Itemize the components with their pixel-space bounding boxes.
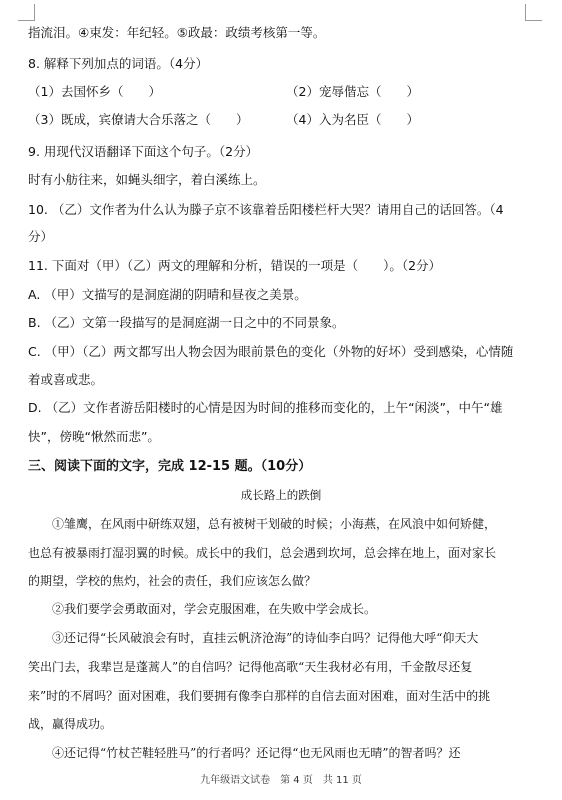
option-d: D. （乙）文作者游岳阳楼时的心情是因为时间的推移而变化的，上午“闲淡”，中午“雄 bbox=[28, 400, 503, 415]
option-c: C. （甲）（乙）两文都写出人物会因为眼前景色的变化（外物的好坏）受到感染，心情随 bbox=[28, 344, 514, 359]
essay-paragraph-line: ①雏鹰，在风雨中研练双翅，总有被树干划破的时候；小海燕，在风浪中如何矫健， bbox=[28, 517, 497, 531]
essay-paragraph-line: ③还记得“长风破浪会有时，直挂云帆济沧海”的诗仙李白吗？记得他大呼“仰天大 bbox=[28, 631, 479, 645]
question-10-cont: 分） bbox=[28, 229, 54, 244]
page-footer: 九年级语文试卷 第 4 页 共 11 页 bbox=[200, 775, 362, 786]
option-a: A. （甲）文描写的是洞庭湖的阴晴和昼夜之美景。 bbox=[28, 287, 307, 302]
q8-item-1: （1）去国怀乡（ ） bbox=[28, 84, 161, 99]
option-b: B. （乙）文第一段描写的是洞庭湖一日之中的不同景象。 bbox=[28, 315, 345, 330]
essay-paragraph-line: ④还记得“竹杖芒鞋轻胜马”的行者吗？还记得“也无风雨也无晴”的智者吗？还 bbox=[28, 746, 461, 760]
q9-sentence: 时有小舫往来，如蝇头细字，着白溪练上。 bbox=[28, 172, 266, 187]
essay-paragraph-line: 战，赢得成功。 bbox=[28, 717, 113, 731]
essay-title: 成长路上的跌倒 bbox=[240, 488, 322, 502]
crop-mark-top-left bbox=[18, 4, 35, 21]
question-10: 10. （乙）文作者为什么认为滕子京不该靠着岳阳楼栏杆大哭？请用自己的话回答。（4 bbox=[28, 202, 504, 217]
q8-item-3: （3）既成，宾僚请大合乐落之（ ） bbox=[28, 112, 249, 127]
question-11: 11. 下面对（甲）（乙）两文的理解和分析，错误的一项是（ ）。（2分） bbox=[28, 258, 442, 273]
essay-paragraph-line: 也总有被暴雨打湿羽翼的时候。成长中的我们，总会遇到坎坷，总会摔在地上，面对家长 bbox=[28, 546, 497, 560]
essay-paragraph-line: ②我们要学会勇敢面对，学会克服困难，在失败中学会成长。 bbox=[28, 602, 377, 616]
option-d-cont: 快”，傍晚“愀然而悲”。 bbox=[28, 429, 160, 444]
option-c-cont: 着或喜或悲。 bbox=[28, 372, 104, 387]
question-9: 9. 用现代汉语翻译下面这个句子。（2分） bbox=[28, 144, 259, 159]
essay-paragraph-line: 来”时的不屑吗？面对困难，我们要拥有像李白那样的自信去面对困难，面对生活中的挑 bbox=[28, 689, 491, 703]
essay-paragraph-line: 的期望，学校的焦灼，社会的责任，我们应该怎么做？ bbox=[28, 574, 317, 588]
crop-mark-top-right bbox=[525, 4, 542, 21]
essay-paragraph-line: 笑出门去，我辈岂是蓬蒿人”的自信吗？记得他高歌“天生我材必有用，千金散尽还复 bbox=[28, 660, 473, 674]
q8-item-4: （4）入为名臣（ ） bbox=[286, 112, 419, 127]
section-3-heading: 三、阅读下面的文字，完成 12-15 题。（10分） bbox=[28, 459, 312, 474]
question-8: 8. 解释下列加点的词语。（4分） bbox=[28, 56, 209, 71]
annotation-line: 指流泪。④束发：年纪轻。⑤政最：政绩考核第一等。 bbox=[28, 25, 326, 40]
q8-item-2: （2）宠辱偕忘（ ） bbox=[286, 84, 419, 99]
